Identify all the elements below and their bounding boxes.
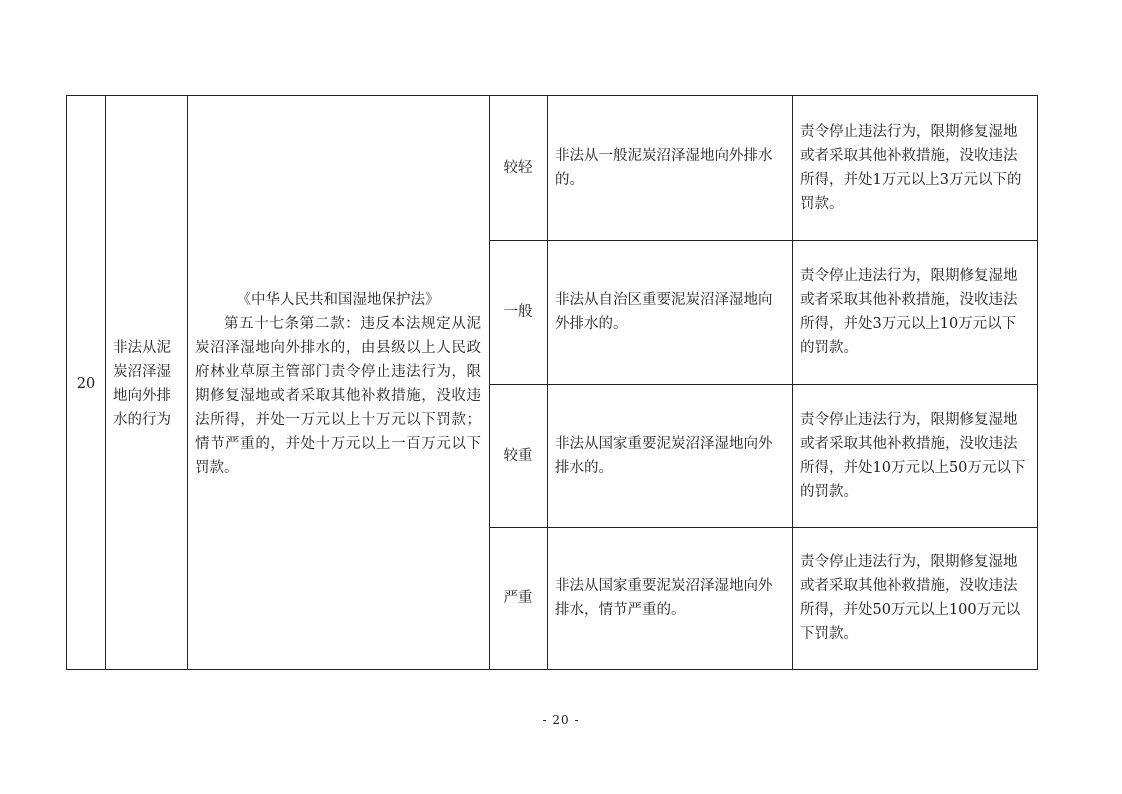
grade-label: 一般 — [503, 304, 533, 320]
penalty-cell — [792, 384, 1038, 527]
behavior-cell — [105, 96, 187, 671]
circumstance-cell — [547, 96, 792, 240]
penalty-cell — [792, 527, 1038, 669]
penalty-table — [66, 95, 1038, 670]
grade-label: 较重 — [503, 447, 533, 464]
law-basis-cell — [187, 96, 489, 671]
law-title: 《中华人民共和国湿地保护法》 — [236, 291, 440, 308]
penalty-text: 责令停止违法行为，限期修复湿地或者采取其他补救措施，没收违法所得，并处50万元以上100万元以下罚款。 — [800, 554, 1021, 642]
circumstance-text: 非法从自治区重要泥炭沼泽湿地向外排水的。 — [555, 292, 773, 332]
penalty-cell — [792, 96, 1038, 240]
grade-label: 严重 — [503, 590, 533, 606]
grade-cell — [489, 384, 547, 527]
penalty-text: 责令停止违法行为，限期修复湿地或者采取其他补救措施，没收违法所得，并处10万元以上50万元以下的罚款。 — [800, 411, 1026, 500]
penalty-cell — [792, 240, 1038, 384]
grade-cell — [489, 240, 547, 384]
behavior-text: 非法从泥炭沼泽湿地向外排水的行为 — [113, 339, 171, 428]
circumstance-text: 非法从国家重要泥炭沼泽湿地向外排水，情节严重的。 — [555, 578, 773, 618]
circumstance-cell — [547, 527, 792, 669]
penalty-text: 责令停止违法行为，限期修复湿地或者采取其他补救措施，没收违法所得，并处1万元以上3万元以下的罚款。 — [800, 124, 1022, 212]
grade-cell — [489, 527, 547, 669]
page-number: - 20 - — [542, 713, 580, 727]
circumstance-cell — [547, 240, 792, 384]
circumstance-text: 非法从一般泥炭沼泽湿地向外排水的。 — [555, 148, 773, 188]
penalty-text: 责令停止违法行为，限期修复湿地或者采取其他补救措施，没收违法所得，并处3万元以上10万元以下的罚款。 — [800, 268, 1018, 356]
law-body: 第五十七条第二款：违反本法规定从泥炭沼泽湿地向外排水的，由县级以上人民政府林业草原主管部门责令停止违法行为，限期修复湿地或者采取其他补救措施，没收违法所得，并处一万元以上十万元以下罚款；情节严重的，并处十万元以上一百万元以下罚款。 — [195, 315, 481, 476]
grade-label: 较轻 — [503, 160, 533, 176]
grade-cell — [489, 96, 547, 240]
circumstance-cell — [547, 384, 792, 527]
circumstance-text: 非法从国家重要泥炭沼泽湿地向外排水的。 — [555, 435, 773, 476]
row-number-cell — [67, 96, 105, 671]
row-number: 20 — [76, 375, 96, 392]
